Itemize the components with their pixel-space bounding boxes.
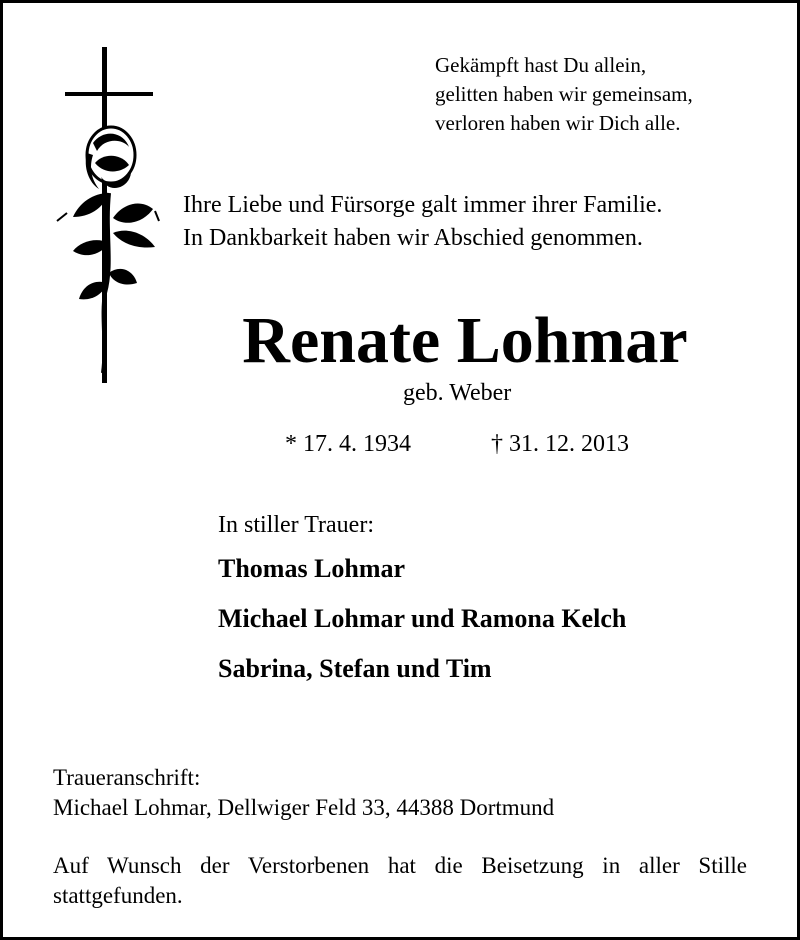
poem-verse [435, 51, 693, 138]
poem-line: Gekämpft hast Du allein, [435, 53, 647, 77]
intro-line: Ihre Liebe und Fürsorge galt immer ihrer Familie. [183, 192, 663, 218]
address-label: Traueranschrift: [53, 765, 201, 790]
death-date: † 31. 12. 2013 [491, 431, 629, 457]
mourner-name: Sabrina, Stefan und Tim [218, 654, 492, 683]
mourner-name: Michael Lohmar und Ramona Kelch [218, 604, 627, 633]
intro-text [183, 189, 662, 255]
mourning-label: In stiller Trauer: [218, 512, 374, 538]
burial-note: Auf Wunsch der Verstorbenen hat die Beisetzung in aller Stille stattgefunden. [53, 853, 747, 908]
deceased-name: Renate Lohmar [242, 304, 688, 377]
intro-line: In Dankbarkeit haben wir Abschied genommen. [183, 225, 643, 251]
maiden-name: geb. Weber [403, 380, 512, 406]
mourning-address: Michael Lohmar, Dellwiger Feld 33, 44388 Dortmund [53, 795, 555, 820]
mourner-name: Thomas Lohmar [218, 554, 406, 583]
poem-line: gelitten haben wir gemeinsam, [435, 82, 693, 106]
poem-line: verloren haben wir Dich alle. [435, 111, 681, 135]
birth-date: * 17. 4. 1934 [285, 431, 411, 457]
